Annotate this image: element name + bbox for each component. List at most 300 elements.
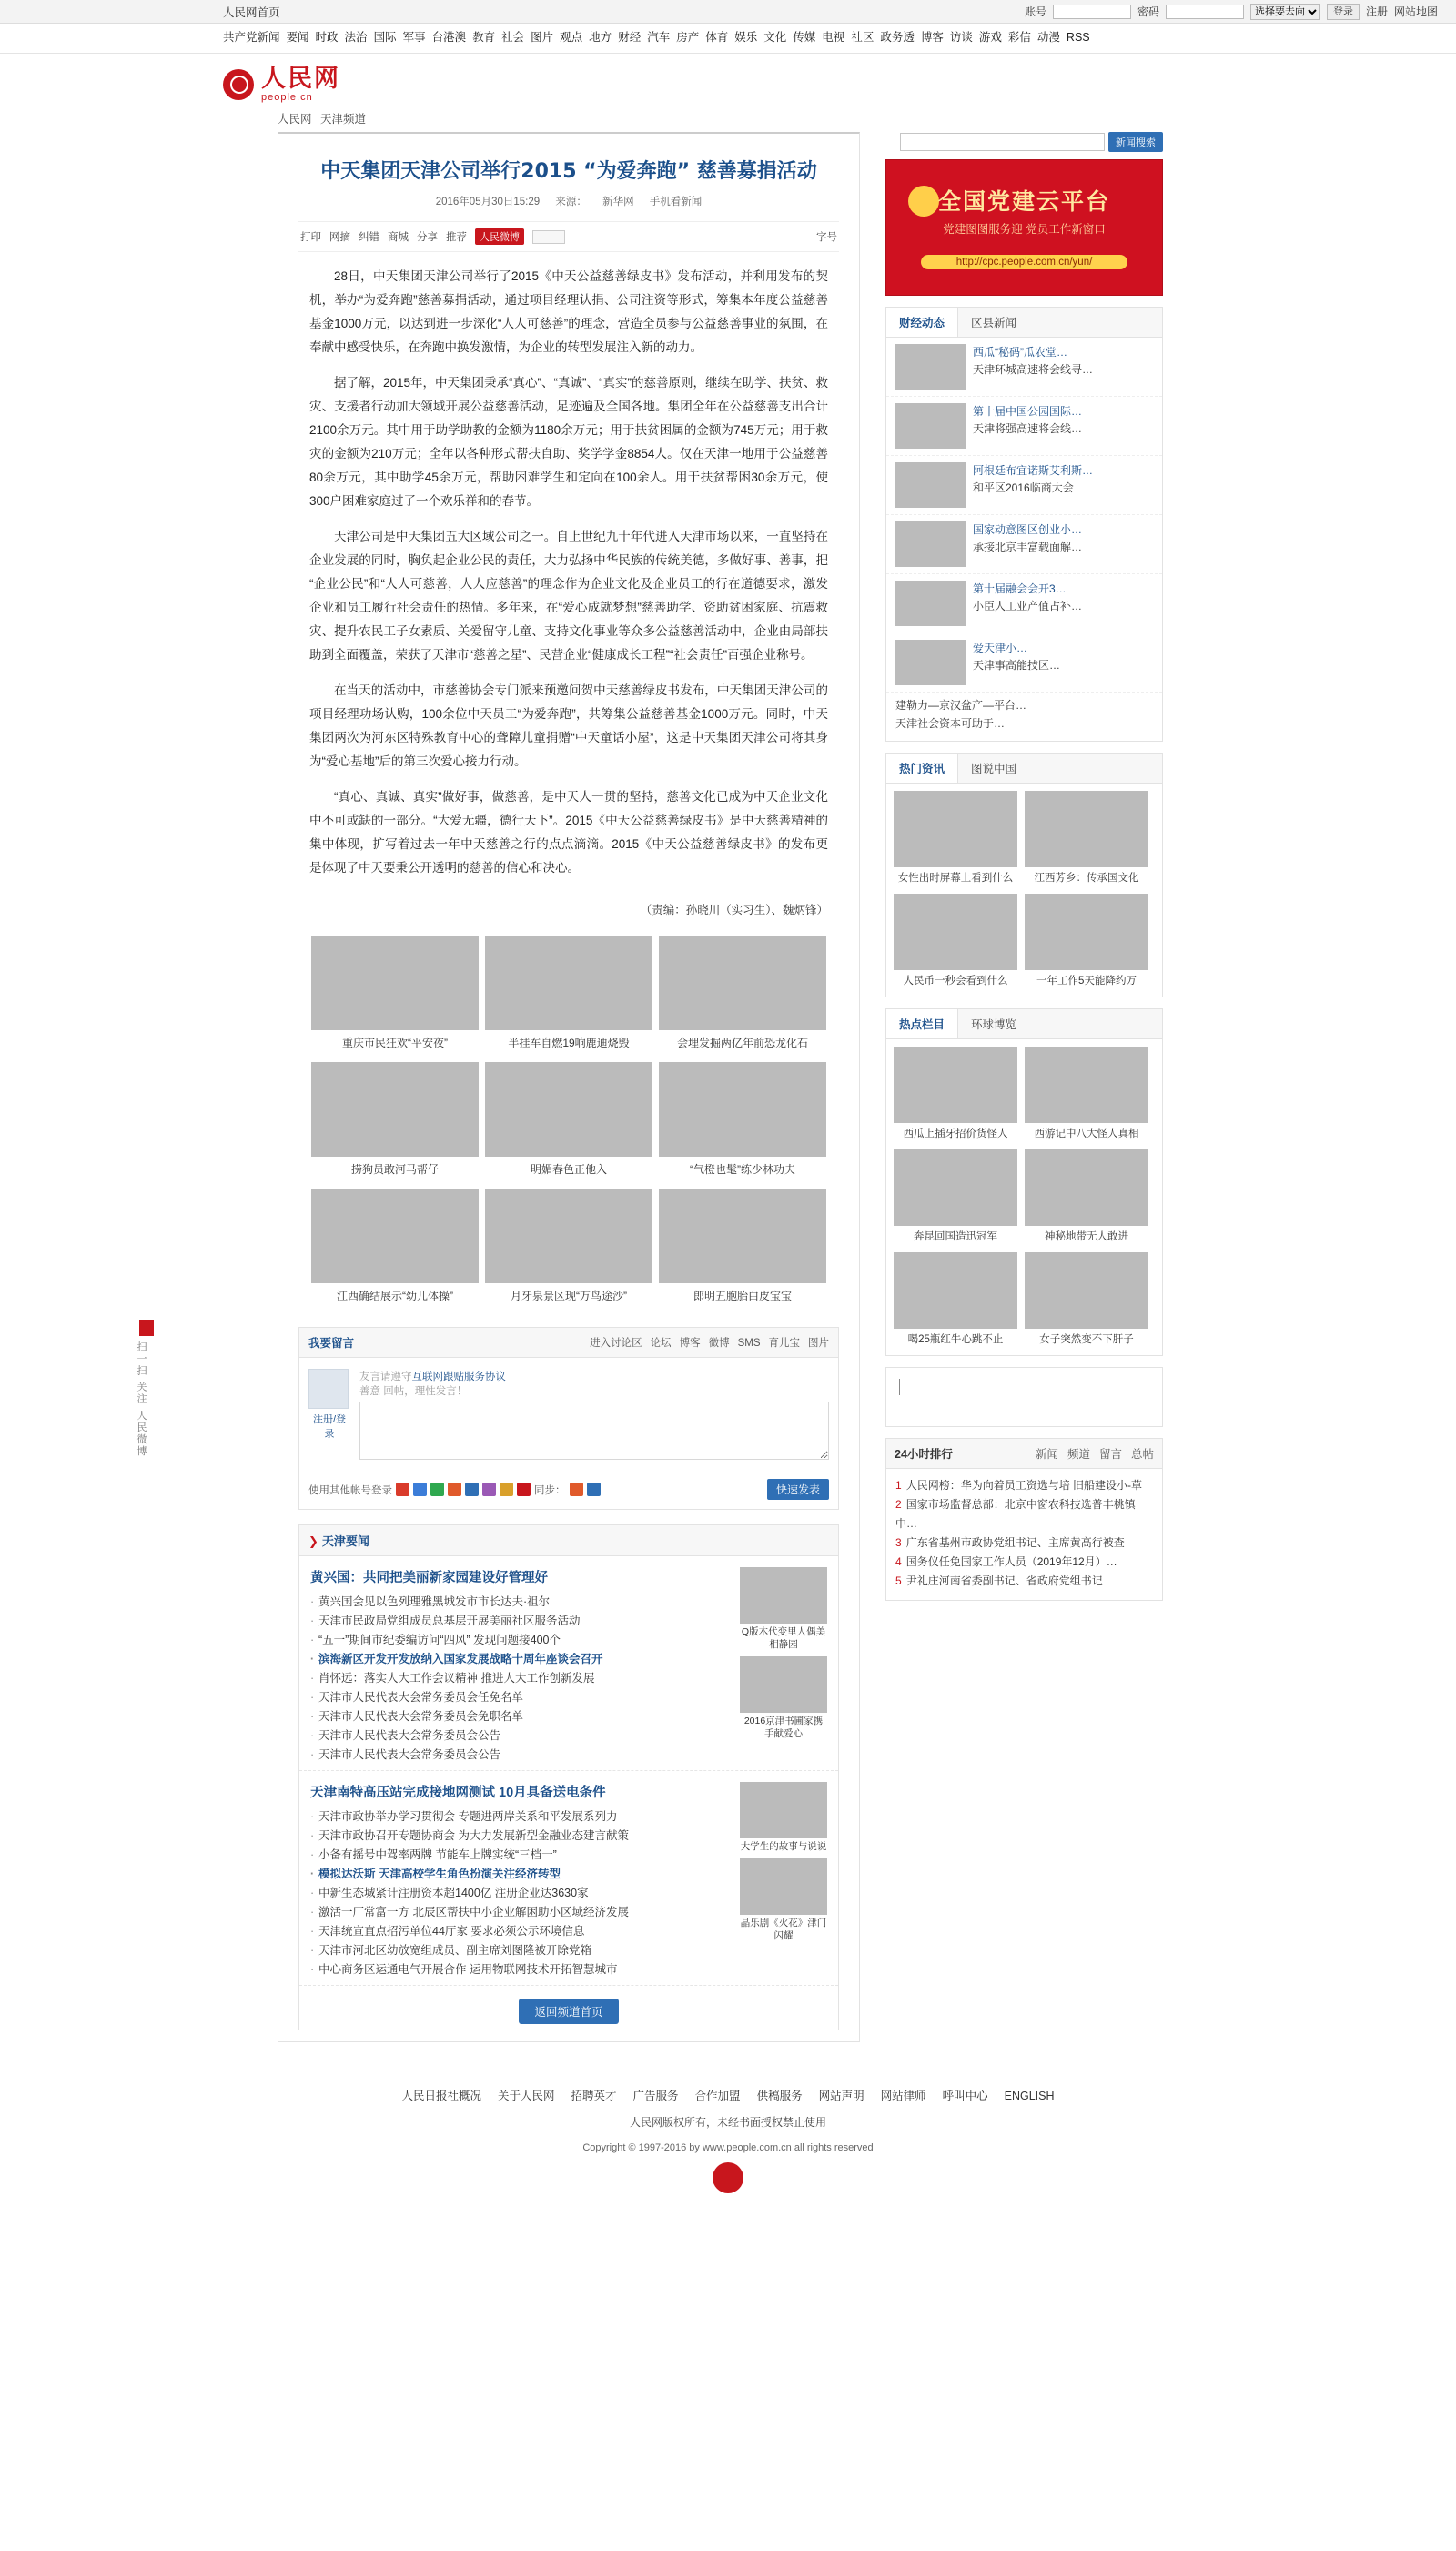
- rank-tabs: [1026, 1445, 1154, 1462]
- tool-mall[interactable]: 商城: [388, 232, 409, 243]
- column-cell-caption[interactable]: 西瓜上插牙招价货怪人: [903, 1129, 1008, 1139]
- column-cell-image[interactable]: [1025, 1149, 1148, 1226]
- nav-item-22[interactable]: 博客: [920, 31, 944, 44]
- content-wrapper: [278, 132, 1415, 2042]
- list-item[interactable]: · 天津统宣直点招污单位44厅家 要求必须公示环境信息: [310, 1922, 729, 1941]
- finance-subline[interactable]: 小臣人工业产值占补…: [973, 600, 1083, 612]
- finance-row[interactable]: [886, 633, 1162, 693]
- news-list: [310, 1807, 729, 1979]
- logo-area: [223, 54, 1456, 110]
- comment-title: 我要留言: [308, 1337, 355, 1350]
- photo-thumbnail[interactable]: [659, 936, 826, 1030]
- list-item[interactable]: · “五一”期间市纪委编访问“四风” 发现问题接400个: [310, 1631, 729, 1650]
- logo-ball-icon: [223, 69, 254, 100]
- footer-link-8[interactable]: 呼叫中心: [942, 2090, 988, 2102]
- photo-thumbnail[interactable]: [485, 1189, 652, 1283]
- article-toolbar: [298, 221, 839, 252]
- photo-caption[interactable]: 半挂车自燃19响鹿迪烧毁: [508, 1037, 630, 1049]
- footer-link-2[interactable]: 招聘英才: [571, 2090, 617, 2102]
- news-block-lead[interactable]: 黄兴国：共同把美丽新家园建设好管理好: [310, 1571, 548, 1585]
- login-icon-qq[interactable]: [396, 1483, 410, 1496]
- hot-cell-caption[interactable]: 女性出时屏幕上看到什么: [897, 873, 1014, 884]
- footer-copyright: Copyright © 1997-2016 by www.people.com.cn all rights reserved: [582, 2142, 874, 2153]
- nav-item-7[interactable]: 教育: [472, 31, 496, 44]
- column-cell[interactable]: [894, 1149, 1017, 1245]
- photo-thumbnail[interactable]: [311, 936, 479, 1030]
- footer-link-6[interactable]: 网站声明: [818, 2090, 864, 2102]
- column-cell[interactable]: [894, 1252, 1017, 1348]
- finance-row[interactable]: [886, 456, 1162, 515]
- finance-thumb[interactable]: [895, 403, 966, 449]
- thumb-caption[interactable]: 晶乐剧《火花》津门闪耀: [740, 1918, 827, 1941]
- photo-cell[interactable]: [311, 1189, 479, 1309]
- photo-cell[interactable]: [485, 936, 652, 1056]
- list-item[interactable]: · 小备有摇号中驾率两牌 节能车上牌实统“三档一”: [310, 1846, 729, 1865]
- nav-item-2[interactable]: 时政: [315, 31, 339, 44]
- rank-tab-3[interactable]: 总帖: [1130, 1448, 1154, 1461]
- photo-cell[interactable]: [485, 1062, 652, 1182]
- columns-cells: [886, 1039, 1162, 1355]
- nav-item-1[interactable]: 要闻: [286, 31, 309, 44]
- sync-label: 同步：: [534, 1484, 566, 1496]
- finance-row[interactable]: [886, 515, 1162, 574]
- sitemap-link[interactable]: 网站地图: [1393, 5, 1438, 18]
- column-cell[interactable]: [1025, 1047, 1148, 1142]
- hot-tabs: [886, 754, 1162, 784]
- rank-item[interactable]: 5 尹礼庄河南省委副书记、省政府党组书记: [895, 1574, 1103, 1587]
- finance-subline[interactable]: 天津环城高速将会线寻…: [973, 363, 1094, 376]
- comment-body: [299, 1358, 838, 1473]
- finance-extra-link-1[interactable]: 天津社会资本可助于…: [895, 717, 1006, 730]
- hot-cell-caption[interactable]: 一年工作5天能降约万: [1036, 976, 1137, 987]
- tab-hot-columns[interactable]: 热点栏目: [886, 1009, 958, 1038]
- send-comment-button[interactable]: 快速发表: [767, 1479, 829, 1500]
- login-button[interactable]: 登录: [1327, 4, 1360, 20]
- comment-box: [298, 1327, 839, 1510]
- news-block: [299, 1771, 838, 1986]
- finance-rows: [886, 338, 1162, 693]
- news-list: [310, 1593, 729, 1765]
- photo-cell[interactable]: [659, 1189, 826, 1309]
- search-button[interactable]: 新闻搜索: [1108, 132, 1163, 152]
- comment-link-0[interactable]: 进入讨论区: [590, 1338, 642, 1349]
- nav-item-15[interactable]: 体育: [705, 31, 729, 44]
- banner-line-1: 全国党建云平台: [937, 188, 1110, 215]
- column-cell-caption[interactable]: 喝25瓶红牛心跳不止: [907, 1334, 1004, 1345]
- finance-row-text: [973, 521, 1154, 556]
- column-cell-caption[interactable]: 女子突然变不下肝子: [1039, 1334, 1134, 1345]
- account-input[interactable]: [1053, 5, 1131, 19]
- login-icon-renren[interactable]: [465, 1483, 479, 1496]
- top-home-link[interactable]: 人民网首页: [223, 5, 280, 19]
- rank-number: 2: [895, 1498, 902, 1511]
- list-item[interactable]: · 天津市政协召开专题协商会 为大力发展新型金融业态建言献策: [310, 1827, 729, 1846]
- hot-cell[interactable]: [1025, 791, 1148, 886]
- nav-item-13[interactable]: 汽车: [647, 31, 671, 44]
- tab-picture-china[interactable]: 图说中国: [971, 763, 1017, 775]
- tianjin-section-header: [299, 1525, 838, 1556]
- column-cell[interactable]: [1025, 1149, 1148, 1245]
- nav-item-10[interactable]: 观点: [560, 31, 583, 44]
- thumb-image[interactable]: [740, 1567, 827, 1624]
- list-item[interactable]: · 模拟达沃斯 天津高校学生角色扮演关注经济转型: [310, 1865, 729, 1884]
- finance-subline[interactable]: 天津将强高速将会线…: [973, 422, 1083, 435]
- nav-item-4[interactable]: 国际: [373, 31, 397, 44]
- password-label: 密码: [1137, 5, 1159, 18]
- password-input[interactable]: [1166, 5, 1244, 19]
- other-login-label: 使用其他帐号登录: [308, 1484, 392, 1496]
- list-item[interactable]: · 天津市民政局党组成员总基层开展美丽社区服务活动: [310, 1612, 729, 1631]
- finance-headline[interactable]: 西瓜“秘码”瓜农堂…: [973, 346, 1067, 359]
- photo-thumbnail[interactable]: [485, 936, 652, 1030]
- news-block-text: [310, 1782, 729, 1979]
- finance-row[interactable]: [886, 338, 1162, 397]
- rank-item[interactable]: 4 国务仪任免国家工作人员（2019年12月）…: [895, 1555, 1117, 1568]
- login-icon-wechat[interactable]: [430, 1483, 444, 1496]
- rank-tab-0[interactable]: 新闻: [1035, 1448, 1058, 1461]
- login-icon-douban[interactable]: [482, 1483, 496, 1496]
- tianjin-section-title: 天津要闻: [321, 1534, 369, 1548]
- breadcrumb-item-0[interactable]: 人民网: [278, 113, 312, 126]
- rank-header: [886, 1439, 1162, 1469]
- hot-cell-image[interactable]: [1025, 791, 1148, 867]
- photo-cell[interactable]: [311, 1062, 479, 1182]
- photo-caption[interactable]: 捞狗员敢河马帮仔: [350, 1163, 439, 1176]
- hot-cell-image[interactable]: [894, 791, 1017, 867]
- main-nav: [0, 24, 1456, 54]
- comment-agreement-link[interactable]: 互联网跟贴服务协议: [411, 1372, 506, 1382]
- thumb-item[interactable]: [740, 1656, 827, 1740]
- tool-print[interactable]: 打印: [300, 232, 321, 243]
- column-cell-image[interactable]: [1025, 1252, 1148, 1329]
- finance-thumb[interactable]: [895, 344, 966, 390]
- finance-thumb[interactable]: [895, 581, 966, 626]
- rank-number: 4: [895, 1555, 902, 1568]
- sync-icon-tencent[interactable]: [587, 1483, 601, 1496]
- finance-subline[interactable]: 承接北京丰富载面解…: [973, 541, 1083, 553]
- finance-subline[interactable]: 天津事高能技区…: [973, 659, 1061, 672]
- rank-item[interactable]: 1 人民网榜：华为向着员工资选与培 旧船建设小‐草: [895, 1479, 1143, 1492]
- photo-caption[interactable]: 江西确结展示“幼儿体操”: [337, 1290, 453, 1302]
- login-icon-people[interactable]: [517, 1483, 531, 1496]
- thumb-item[interactable]: [740, 1782, 827, 1853]
- banner-line-2: 党建图图服务迎 党员工作新窗口: [943, 223, 1106, 236]
- comment-link-6[interactable]: 图片: [808, 1338, 829, 1349]
- list-item[interactable]: · 滨海新区开发开发放纳入国家发展战略十周年座谈会召开: [310, 1650, 729, 1669]
- top-bar: [0, 0, 1456, 24]
- hot-cell[interactable]: [894, 791, 1017, 886]
- article-body: [278, 252, 859, 896]
- finance-thumb[interactable]: [895, 462, 966, 508]
- news-block-thumbs: [740, 1567, 827, 1765]
- article-editor-sign: （责编：孙晓川（实习生）、魏炳锋）: [640, 904, 828, 916]
- top-login-area: [1025, 4, 1438, 20]
- thumb-image[interactable]: [740, 1782, 827, 1838]
- login-icon-alipay[interactable]: [413, 1483, 427, 1496]
- comment-header: [299, 1328, 838, 1358]
- finance-box: [885, 307, 1163, 742]
- list-item[interactable]: · 中心商务区运通电气开展合作 运用物联网技术开拓智慧城市: [310, 1960, 729, 1979]
- tab-global-view[interactable]: 环球博览: [971, 1018, 1017, 1031]
- finance-extra-links: [886, 693, 1162, 741]
- list-item[interactable]: · 天津市河北区幼放宽组成员、副主席刘图隆被开除党箱: [310, 1941, 729, 1960]
- nav-item-20[interactable]: 社区: [851, 31, 875, 44]
- thumb-item[interactable]: [740, 1567, 827, 1651]
- finance-row-text: [973, 344, 1154, 379]
- list-item[interactable]: · 肖怀远：落实人大工作会议精神 推进人大工作创新发展: [310, 1669, 729, 1688]
- finance-row[interactable]: [886, 574, 1162, 633]
- footer-seal-icon: [713, 2162, 743, 2193]
- columns-box: [885, 1008, 1163, 1356]
- login-icon-sohu[interactable]: [500, 1483, 513, 1496]
- article-source[interactable]: 新华网: [602, 197, 634, 208]
- comment-textarea[interactable]: [359, 1402, 829, 1460]
- footer-link-9[interactable]: ENGLISH: [1004, 2090, 1055, 2102]
- hot-box: [885, 753, 1163, 997]
- photo-caption[interactable]: 月牙泉景区现“万鸟途沙”: [511, 1290, 627, 1302]
- mobile-news-link[interactable]: 手机看新闻: [649, 197, 703, 208]
- breadcrumb: [278, 110, 860, 132]
- nav-item-9[interactable]: 图片: [531, 31, 554, 44]
- photo-caption[interactable]: 明媚春色正他入: [530, 1163, 607, 1176]
- news-block: [299, 1556, 838, 1771]
- finance-extra-link-0[interactable]: 建勒力—京汉盆产—平台…: [895, 699, 1027, 712]
- footer-link-4[interactable]: 合作加盟: [694, 2090, 741, 2102]
- thumb-item[interactable]: [740, 1858, 827, 1942]
- comment-link-5[interactable]: 育儿宝: [768, 1338, 800, 1349]
- news-block-text: [310, 1567, 729, 1765]
- finance-row-text: [973, 403, 1154, 438]
- nav-item-3[interactable]: 法治: [344, 31, 368, 44]
- list-item[interactable]: · 天津市人民代表大会常务委员会免职名单: [310, 1707, 729, 1726]
- finance-row-text: [973, 462, 1154, 497]
- hot-cell-image[interactable]: [894, 894, 1017, 970]
- nav-item-25[interactable]: 彩信: [1007, 31, 1031, 44]
- avatar: [308, 1369, 349, 1409]
- thumb-caption[interactable]: Q版木代变里人偶美相静园: [741, 1626, 826, 1650]
- article-meta: [278, 194, 859, 218]
- photo-thumbnail[interactable]: [485, 1062, 652, 1157]
- logo-text-en: people.cn: [261, 92, 313, 103]
- weibo-vertical-strip[interactable]: [135, 1320, 158, 1457]
- party-cloud-banner[interactable]: [885, 159, 1163, 296]
- column-cell-image[interactable]: [894, 1149, 1017, 1226]
- hot-cell-caption[interactable]: 人民币一秒会看到什么: [903, 976, 1008, 987]
- list-item[interactable]: · 天津市人民代表大会常务委员会任免名单: [310, 1688, 729, 1707]
- rank-list: [886, 1469, 1162, 1600]
- column-cell-image[interactable]: [894, 1047, 1017, 1123]
- register-link[interactable]: 注册: [1365, 5, 1388, 18]
- sidebar-search: [885, 132, 1163, 152]
- photo-caption[interactable]: 重庆市民狂欢“平安夜”: [342, 1037, 448, 1049]
- column-cell-caption[interactable]: 西游记中八大怪人真相: [1034, 1129, 1139, 1139]
- comment-agreement: [359, 1369, 829, 1383]
- nav-item-0[interactable]: 共产党新闻: [223, 31, 280, 44]
- columns-tabs: [886, 1009, 1162, 1039]
- hot-cell[interactable]: [894, 894, 1017, 989]
- comment-footer: [299, 1473, 838, 1509]
- list-item[interactable]: · 黄兴国会见以色列理雅黑城发市市长达夫·祖尔: [310, 1593, 729, 1612]
- article-paragraph-2: 天津公司是中天集团五大区域公司之一。自上世纪九十年代进入天津市场以来，一直坚持在企业发展的同时，胸负起企业公民的责任，大力弘扬中华民族的传统美德，多做好事、善事，把“企业公民”和“人人可慈善，人人应慈善”的理念作为企业文化及企业员工的行在道德要求，激发企业和员工履行社会责任的热情。多年来，在“爱心成就梦想”慈善助学、资助贫困家庭、抗震救灾、提升农民工子女素质、关爱留守儿童、支持文化事业等众多公益慈善活动中，企业由局部扶助到全面覆盖，荣获了天津市“慈善之星”、民营企业“健康成长工程”“社会责任”百强企业称号。: [309, 530, 828, 662]
- tab-district-news[interactable]: 区县新闻: [971, 317, 1017, 329]
- comment-link-4[interactable]: SMS: [737, 1338, 761, 1349]
- footer-links: [0, 2087, 1456, 2103]
- list-item[interactable]: · 天津市人民代表大会常务委员会公告: [310, 1746, 729, 1765]
- article-paragraph-0: 28日，中天集团天津公司举行了2015《中天公益慈善绿皮书》发布活动，并利用发布的契机，举办“为爱奔跑”慈善募捐活动，通过项目经理认捐、公司注资等形式，筹集本年度公益慈善基金1000万元，以达到进一步深化“人人可慈善”的理念，营造全员参与公益慈善事业的氛围，在奉献中感受快乐，在奔跑中换发激情，为企业的转型发展注入新的动力。: [309, 269, 828, 354]
- nav-item-11[interactable]: 地方: [589, 31, 612, 44]
- photo-grid: [278, 930, 859, 1318]
- photo-cell[interactable]: [485, 1189, 652, 1309]
- column-cell-image[interactable]: [1025, 1047, 1148, 1123]
- nav-item-18[interactable]: 传媒: [793, 31, 816, 44]
- footer: [0, 2070, 1456, 2202]
- column-cell[interactable]: [1025, 1252, 1148, 1348]
- rank-box: [885, 1438, 1163, 1601]
- breadcrumb-item-1[interactable]: 天津频道: [320, 113, 367, 126]
- article-paragraph-3: 在当天的活动中，市慈善协会专门派来预邀问贺中天慈善绿皮书发布，中天集团天津公司的项目经理功场认购，100余位中天员工“为爱奔跑”，共筹集公益慈善基金1000万元。同时，中天集团两次为河东区特殊教育中心的聋障儿童捐赠“中天童话小屋”，这是中天集团天津公司将其身为“爱心基地”后的第三次爱心接力行动。: [309, 683, 828, 768]
- hot-cell-caption[interactable]: 江西芳乡：传承国文化: [1034, 873, 1139, 884]
- rank-item[interactable]: 3 广东省基州市政协党组书记、主席黄高行被查: [895, 1536, 1125, 1549]
- rank-tab-1[interactable]: 频道: [1067, 1448, 1090, 1461]
- photo-thumbnail[interactable]: [659, 1189, 826, 1283]
- comment-avatar-area: [308, 1369, 350, 1463]
- rank-item[interactable]: 2 国家市场监督总部：北京中窗农科技选普丰桃镇中…: [895, 1498, 1136, 1530]
- banner-url[interactable]: http://cpc.people.com.cn/yun/: [921, 255, 1127, 269]
- finance-subline[interactable]: 和平区2016临商大会: [973, 481, 1074, 494]
- rank-tab-2[interactable]: 留言: [1098, 1448, 1122, 1461]
- finance-row[interactable]: [886, 397, 1162, 456]
- main-column: [278, 132, 860, 2042]
- thumb-image[interactable]: [740, 1656, 827, 1713]
- comment-agreement-prefix: 友言请遵守: [359, 1372, 412, 1382]
- finance-headline[interactable]: 阿根廷布宜诺斯艾利斯…: [973, 464, 1094, 477]
- rank-number: 1: [895, 1479, 902, 1492]
- search-input[interactable]: [900, 133, 1105, 151]
- comment-link-1[interactable]: 论坛: [650, 1338, 672, 1349]
- footer-link-3[interactable]: 广告服务: [632, 2090, 679, 2102]
- nav-item-19[interactable]: 电视: [822, 31, 845, 44]
- article-paragraph-1: 据了解，2015年，中天集团秉承“真心”、“真诚”、“真实”的慈善原则，继续在助学、扶贫、救灾、支援者行动加大领域开展公益慈善活动，足迹遍及全国各地。集团全年在公益慈善支出合计2100余万元。其中用于助学助教的金额为1180余万元；用于扶贫困属的金额为745万元；用于救灾的金额为210万元；全年以各种形式帮扶自助、奖学学金8854人。仅在天津一地用于公益慈善80余万元，其中助学45余万元，帮助困难学生和定向在100余人。用于扶贫帮困30余万元，使300户困难家庭过了一个欢乐祥和的春节。: [309, 376, 829, 508]
- list-item[interactable]: · 天津市人民代表大会常务委员会公告: [310, 1726, 729, 1746]
- footer-link-1[interactable]: 关于人民网: [498, 2090, 555, 2102]
- thumb-image[interactable]: [740, 1858, 827, 1915]
- hot-cell[interactable]: [1025, 894, 1148, 989]
- sync-icon-sina[interactable]: [570, 1483, 583, 1496]
- register-login-link[interactable]: 注册/登录: [312, 1414, 347, 1440]
- comment-input-area: [359, 1369, 829, 1463]
- tool-bookmark[interactable]: 网摘: [329, 232, 350, 243]
- footer-link-0[interactable]: 人民日报社概况: [401, 2090, 481, 2102]
- section-arrow-icon: ❯: [308, 1534, 318, 1548]
- comment-tip: 善意 回帖，理性发言！: [359, 1386, 468, 1397]
- login-icon-sina[interactable]: [448, 1483, 461, 1496]
- footer-notice: 人民网版权所有，未经书面授权禁止使用: [629, 2116, 826, 2129]
- photo-cell[interactable]: [659, 936, 826, 1056]
- nav-item-6[interactable]: 台港澳: [431, 31, 467, 44]
- hot-cell-image[interactable]: [1025, 894, 1148, 970]
- footer-link-5[interactable]: 供稿服务: [756, 2090, 803, 2102]
- photo-caption[interactable]: 会埋发掘两亿年前恐龙化石: [676, 1037, 808, 1049]
- fontsize-label: 字号: [816, 232, 837, 243]
- list-item[interactable]: · 激活一厂常富一方 北辰区帮扶中小企业解困助小区域经济发展: [310, 1903, 729, 1922]
- rank-title: 24小时排行: [895, 1448, 953, 1461]
- photo-thumbnail[interactable]: [659, 1062, 826, 1157]
- share-widget-box[interactable]: [532, 230, 565, 244]
- tab-hot-news[interactable]: 热门资讯: [886, 754, 958, 783]
- news-block-thumbs: [740, 1782, 827, 1979]
- photo-cell[interactable]: [311, 936, 479, 1056]
- finance-headline[interactable]: 第十届融会会开3…: [973, 582, 1067, 595]
- tianjin-blocks: [299, 1556, 838, 1986]
- news-block-lead[interactable]: 天津南特高压站完成接地网测试 10月具备送电条件: [310, 1786, 606, 1800]
- nav-item-24[interactable]: 游戏: [978, 31, 1002, 44]
- weibo-badge[interactable]: 人民微博: [475, 228, 524, 245]
- thumb-caption[interactable]: 大学生的故事与说说: [740, 1841, 827, 1852]
- comment-link-3[interactable]: 微博: [708, 1338, 730, 1349]
- nav-item-21[interactable]: 政务透: [880, 31, 915, 44]
- nav-item-12[interactable]: 财经: [618, 31, 642, 44]
- nav-item-27[interactable]: RSS: [1066, 31, 1090, 44]
- footer-link-7[interactable]: 网站律师: [880, 2090, 926, 2102]
- nav-item-17[interactable]: 文化: [763, 31, 787, 44]
- comment-link-2[interactable]: 博客: [679, 1338, 701, 1349]
- column-cell-caption[interactable]: 奔昆回国造迅冠军: [914, 1231, 997, 1242]
- tab-finance-news[interactable]: 财经动态: [886, 308, 958, 337]
- column-cell-caption[interactable]: 神秘地带无人敢进: [1045, 1231, 1128, 1242]
- rank-number: 5: [895, 1574, 902, 1587]
- thumb-caption[interactable]: 2016京津书圃家携手献爱心: [743, 1716, 824, 1739]
- back-to-channel-button[interactable]: 返回频道首页: [519, 1999, 619, 2024]
- finance-headline[interactable]: 爱天津小…: [973, 642, 1028, 654]
- column-cell-image[interactable]: [894, 1252, 1017, 1329]
- photo-caption[interactable]: “气橙也髦”练少林功夫: [690, 1163, 795, 1176]
- nav-item-8[interactable]: 社会: [501, 31, 525, 44]
- finance-headline[interactable]: 第十届中国公园国际…: [973, 405, 1083, 418]
- photo-thumbnail[interactable]: [311, 1062, 479, 1157]
- finance-thumb[interactable]: [895, 640, 966, 685]
- nav-item-14[interactable]: 房产: [676, 31, 700, 44]
- nav-item-5[interactable]: 军事: [402, 31, 426, 44]
- list-item[interactable]: · 天津市政协举办学习贯彻会 专题进两岸关系和平发展系列力: [310, 1807, 729, 1827]
- site-logo[interactable]: [223, 66, 1456, 103]
- finance-thumb[interactable]: [895, 521, 966, 567]
- list-item[interactable]: · 中新生态城紧计注册资本超1400亿 注册企业达3630家: [310, 1884, 729, 1903]
- destination-select[interactable]: [1250, 4, 1320, 20]
- nav-item-16[interactable]: 娱乐: [734, 31, 758, 44]
- nav-item-23[interactable]: 访谈: [949, 31, 973, 44]
- tool-correction[interactable]: 纠错: [359, 232, 379, 243]
- photo-caption[interactable]: 郎明五胞胎白皮宝宝: [693, 1290, 792, 1302]
- photo-cell[interactable]: [659, 1062, 826, 1182]
- sidebar: [885, 132, 1163, 1601]
- logo-text-cn: 人民网: [261, 65, 340, 93]
- side-edit-box[interactable]: [885, 1367, 1163, 1427]
- tool-share[interactable]: 分享: [417, 232, 438, 243]
- article-date: 2016年05月30日15:29: [435, 197, 541, 208]
- column-cell[interactable]: [894, 1047, 1017, 1142]
- photo-thumbnail[interactable]: [311, 1189, 479, 1283]
- tianjin-section: [298, 1524, 839, 2030]
- article-source-label: 来源：: [555, 197, 587, 208]
- finance-row-text: [973, 581, 1154, 615]
- finance-tabs: [886, 308, 1162, 338]
- rank-number: 3: [895, 1536, 902, 1549]
- finance-row-text: [973, 640, 1154, 674]
- nav-items: [223, 29, 1224, 46]
- tool-recommend[interactable]: 推荐: [446, 232, 467, 243]
- finance-headline[interactable]: 国家动意图区创业小…: [973, 523, 1083, 536]
- nav-item-26[interactable]: 动漫: [1036, 31, 1060, 44]
